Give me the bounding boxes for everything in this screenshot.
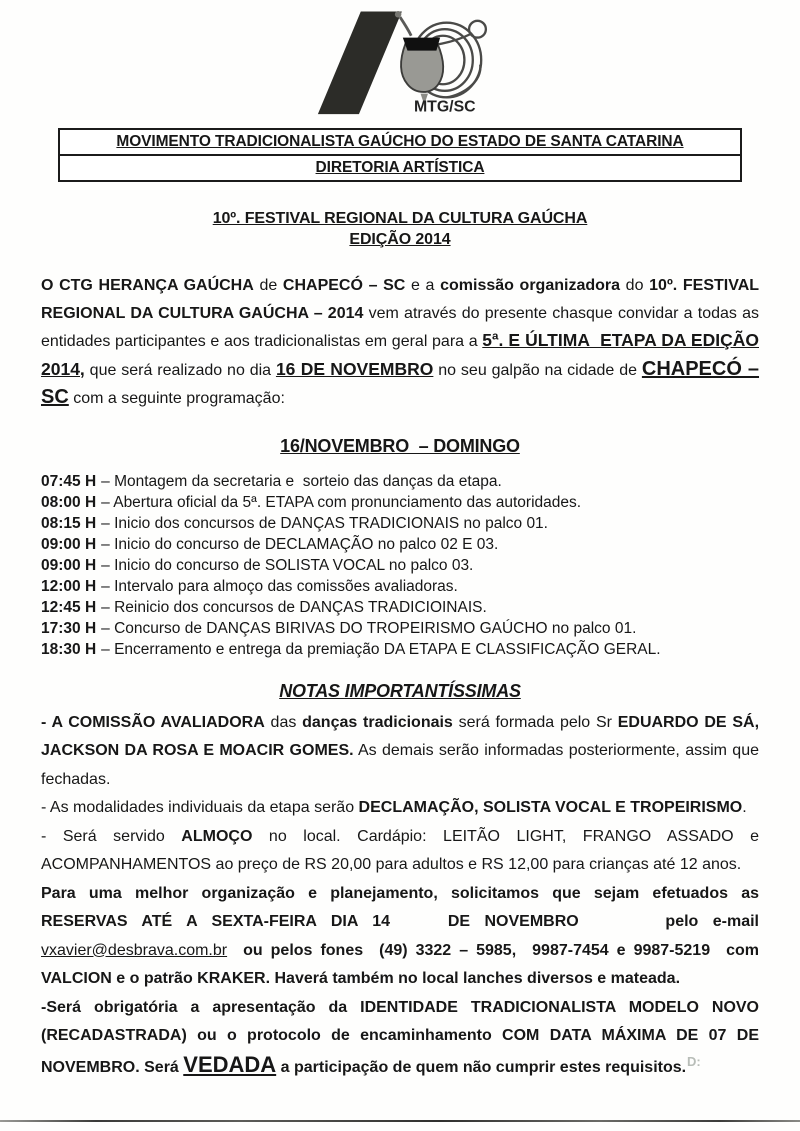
schedule-item (41, 534, 759, 555)
title-line1: 10º. FESTIVAL REGIONAL DA CULTURA GAÚCHA (212, 210, 588, 227)
schedule-heading (0, 436, 800, 457)
notes-heading-text: NOTAS IMPORTANTÍSSIMAS (279, 680, 521, 701)
mtg-logo-graphic (300, 4, 500, 116)
schedule-item (41, 513, 759, 534)
intro-text: que será realizado no dia (84, 361, 276, 379)
schedule-desc: – Montagem da secretaria e sorteio das danças da etapa. (101, 472, 502, 490)
intro-text: do (620, 277, 650, 294)
title-line2: EDIÇÃO 2014 (349, 231, 451, 248)
intro-ctg-name: O CTG HERANÇA GAÚCHA (41, 277, 254, 294)
schedule-time: 12:45 H (41, 598, 97, 616)
intro-text: no seu galpão na cidade de (433, 361, 642, 379)
intro-city: CHAPECÓ – SC (282, 277, 406, 294)
schedule-time: 07:45 H (41, 472, 97, 490)
intro-date-highlight: 16 DE NOVEMBRO (275, 358, 434, 379)
intro-city-highlight: CHAPECÓ – SC (41, 357, 760, 408)
note-committee (41, 709, 759, 795)
schedule-time: 08:15 H (41, 514, 97, 532)
scan-bottom-edge (0, 1120, 800, 1122)
note-lunch (41, 823, 759, 880)
note-text: será formada pelo Sr (452, 713, 618, 731)
schedule-desc: – Abertura oficial da 5ª. ETAPA com pronunciamento das autoridades. (101, 493, 582, 511)
note-text: As demais serão informadas posteriormente, assim que fechadas. (41, 742, 760, 788)
schedule-desc: – Inicio do concurso de DECLAMAÇÃO no palco 02 E 03. (101, 535, 499, 553)
intro-committee: comissão organizadora (440, 277, 621, 294)
note-text: . (742, 799, 747, 816)
schedule-desc: – Encerramento e entrega da premiação DA ETAPA E CLASSIFICAÇÃO GERAL. (101, 640, 661, 658)
department-name: DIRETORIA ARTÍSTICA (315, 159, 485, 176)
note-reservations (41, 880, 759, 994)
intro-festival-name: 10º. FESTIVAL REGIONAL DA CULTURA GAÚCHA – 2014 (41, 277, 760, 322)
schedule-desc: – Inicio dos concursos de DANÇAS TRADICIONAIS no palco 01. (101, 514, 548, 532)
reservation-email: vxavier@desbrava.com.br (41, 941, 228, 959)
schedule-desc: – Concurso de DANÇAS BIRIVAS DO TROPEIRISMO GAÚCHO no palco 01. (101, 619, 637, 637)
note-judges-names: EDUARDO DE SÁ, JACKSON DA ROSA E MOACIR GOMES. (41, 713, 760, 759)
note-phones: ou pelos fones (49) 3322 – 5985, 9987-7454 e 9987-5219 com VALCION e o patrão KRAKER. Haverá também no local lanches diversos e mateada. (41, 941, 759, 987)
note-text-bold: Para uma melhor organização e planejamento, solicitamos que sejam efetuados as RESERVAS ATÉ A SEXTA-FEIRA DIA 14 DE NOVEMBRO pelo e-mail (41, 884, 759, 930)
intro-text: vem através do presente chasque convidar a todas as entidades participantes e aos tradicionalistas em geral para a (41, 304, 759, 350)
document-title (0, 208, 800, 250)
schedule-item (41, 639, 759, 660)
schedule-desc: – Inicio do concurso de SOLISTA VOCAL no palco 03. (101, 556, 474, 574)
intro-text: e a (405, 277, 441, 294)
schedule-list (41, 471, 759, 660)
logo-caption: MTG/SC (413, 98, 476, 116)
schedule-item (41, 618, 759, 639)
organization-name: MOVIMENTO TRADICIONALISTA GAÚCHO DO ESTADO DE SANTA CATARINA (116, 133, 684, 150)
intro-text: de (253, 277, 283, 294)
intro-text: com a seguinte programação: (68, 390, 285, 407)
intro-etapa-highlight: 5ª. E ÚLTIMA ETAPA DA EDIÇÃO 2014, (41, 330, 759, 379)
schedule-item (41, 471, 759, 492)
note-text-bold: ALMOÇO (181, 827, 253, 845)
note-text-bold: a participação de quem não cumprir estes requisitos. (276, 1058, 687, 1076)
schedule-desc: – Intervalo para almoço das comissões avaliadoras. (101, 577, 458, 595)
intro-paragraph (41, 272, 759, 413)
schedule-time: 12:00 H (41, 577, 97, 595)
mtg-logo (0, 0, 800, 118)
note-text-bold: danças tradicionais (302, 713, 453, 731)
note-text: - Será servido (41, 827, 182, 845)
schedule-time: 09:00 H (41, 556, 97, 574)
diagonal-stripe (318, 11, 402, 114)
note-text: - As modalidades individuais da etapa serão (41, 799, 359, 816)
schedule-heading-text: 16/NOVEMBRO – DOMINGO (280, 435, 520, 456)
schedule-item (41, 555, 759, 576)
header-box (58, 128, 742, 182)
note-identity-requirement (41, 994, 759, 1083)
schedule-item (41, 492, 759, 513)
note-text-bold: - A COMISSÃO AVALIADORA (41, 713, 265, 731)
note-text: no local. Cardápio: LEITÃO LIGHT, FRANGO ASSADO e ACOMPANHAMENTOS ao preço de RS 20,00 para adultos e RS 12,00 para crianças até 12 anos. (41, 827, 759, 873)
scan-noise-mark: D: (687, 1054, 701, 1069)
schedule-item (41, 576, 759, 597)
note-text-bold: -Será obrigatória a apresentação da IDENTIDADE TRADICIONALISTA MODELO NOVO (RECADASTRADA) ou o protocolo de encaminhamento COM DATA MÁXIMA DE 07 DE NOVEMBRO. Será (41, 998, 759, 1076)
schedule-time: 08:00 H (41, 493, 97, 511)
note-text-bold: DECLAMAÇÃO, SOLISTA VOCAL E TROPEIRISMO (358, 799, 743, 816)
note-modalities (41, 794, 759, 823)
vedada-highlight: VEDADA (183, 1051, 277, 1077)
schedule-time: 18:30 H (41, 640, 97, 658)
schedule-desc: – Reinicio dos concursos de DANÇAS TRADICIOINAIS. (101, 598, 487, 616)
notes-heading (0, 681, 800, 702)
header-row-department (60, 156, 740, 180)
schedule-time: 09:00 H (41, 535, 97, 553)
schedule-time: 17:30 H (41, 619, 97, 637)
schedule-item (41, 597, 759, 618)
header-row-organization (60, 130, 740, 156)
note-text: das (264, 713, 303, 731)
